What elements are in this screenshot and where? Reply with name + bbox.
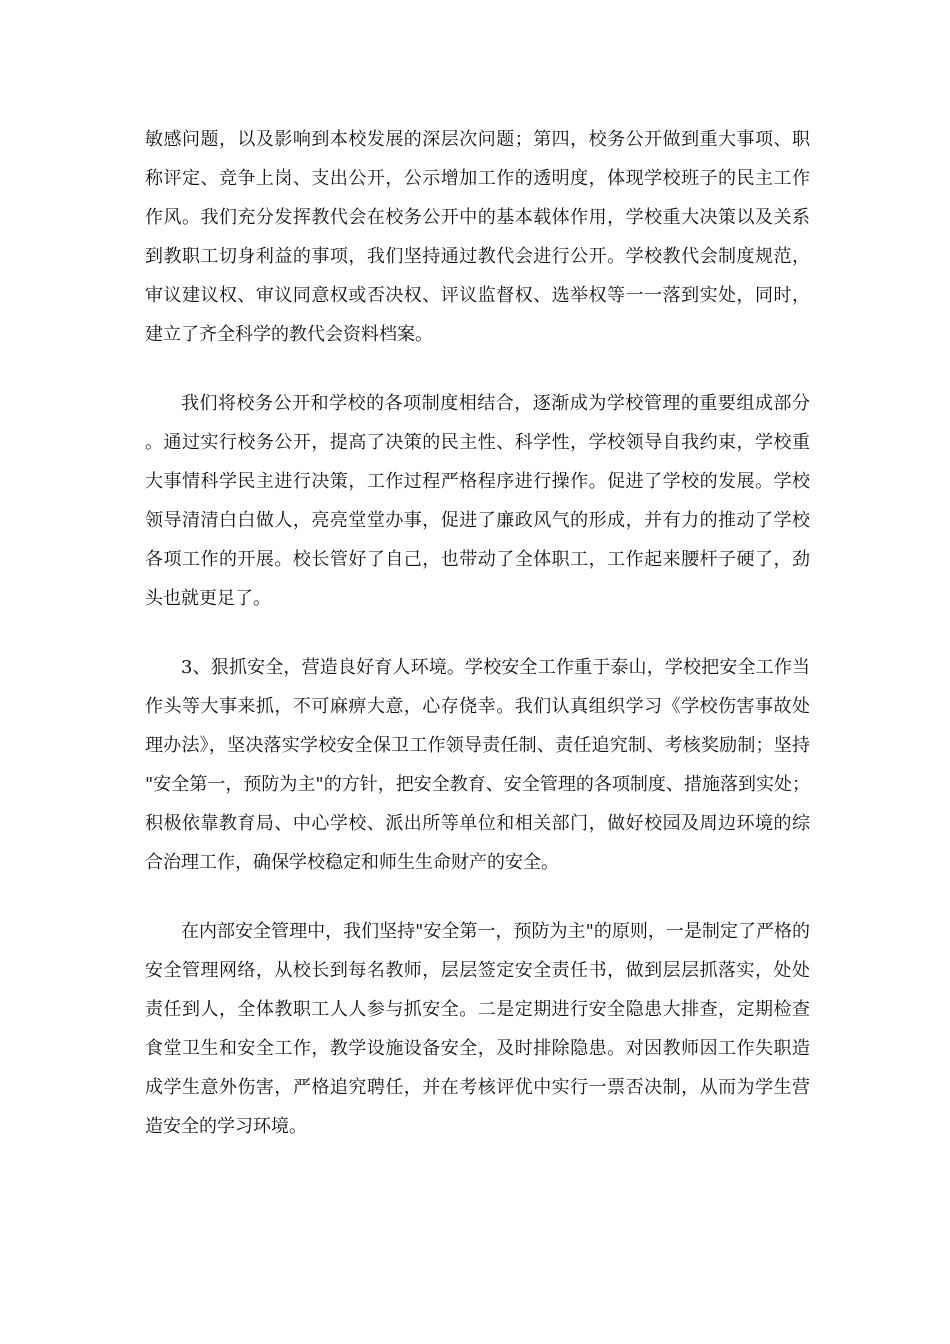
paragraph-safety-environment: 3、狠抓安全，营造良好育人环境。学校安全工作重于泰山，学校把安全工作当作头等大事来抓，不可麻痹大意，心存侥幸。我们认真组织学习《学校伤害事故处理办法》，坚决落实学校安全保卫工作领导责任制、责任追究制、考核奖励制；坚持"安全第一，预防为主"的方针，把安全教育、安全管理的各项制度、措施落到实处；积极依靠教育局、中心学校、派出所等单位和相关部门，做好校园及周边环境的综合治理工作，确保学校稳定和师生生命财产的安全。 [145, 657, 810, 873]
paragraph-internal-safety-management: 在内部安全管理中，我们坚持"安全第一，预防为主"的原则，一是制定了严格的安全管理网络，从校长到每名教师，层层签定安全责任书，做到层层抓落实，处处责任到人，全体教职工人人参与抓安全。二是定期进行安全隐患大排查，定期检查食堂卫生和安全工作，教学设施设备安全，及时排除隐患。对因教师因工作失职造成学生意外伤害，严格追究聘任，并在考核评优中实行一票否决制，从而为学生营造安全的学习环境。 [145, 921, 810, 1137]
paragraph-continuation: 敏感问题，以及影响到本校发展的深层次问题；第四，校务公开做到重大事项、职称评定、竞争上岗、支出公开，公示增加工作的透明度，体现学校班子的民主工作作风。我们充分发挥教代会在校务公开中的基本载体作用，学校重大决策以及关系到教职工切身利益的事项，我们坚持通过教代会进行公开。学校教代会制度规范，审议建议权、审议同意权或否决权、评议监督权、选举权等一一落到实处，同时，建立了齐全科学的教代会资料档案。 [145, 129, 810, 345]
document-body [145, 120, 810, 1176]
paragraph-school-affairs-openness: 我们将校务公开和学校的各项制度相结合，逐渐成为学校管理的重要组成部分。通过实行校务公开，提高了决策的民主性、科学性，学校领导自我约束，学校重大事情科学民主进行决策，工作过程严格程序进行操作。促进了学校的发展。学校领导清清白白做人，亮亮堂堂办事，促进了廉政风气的形成，并有力的推动了学校各项工作的开展。校长管好了自己，也带动了全体职工，工作起来腰杆子硬了，劲头也就更足了。 [145, 393, 810, 609]
